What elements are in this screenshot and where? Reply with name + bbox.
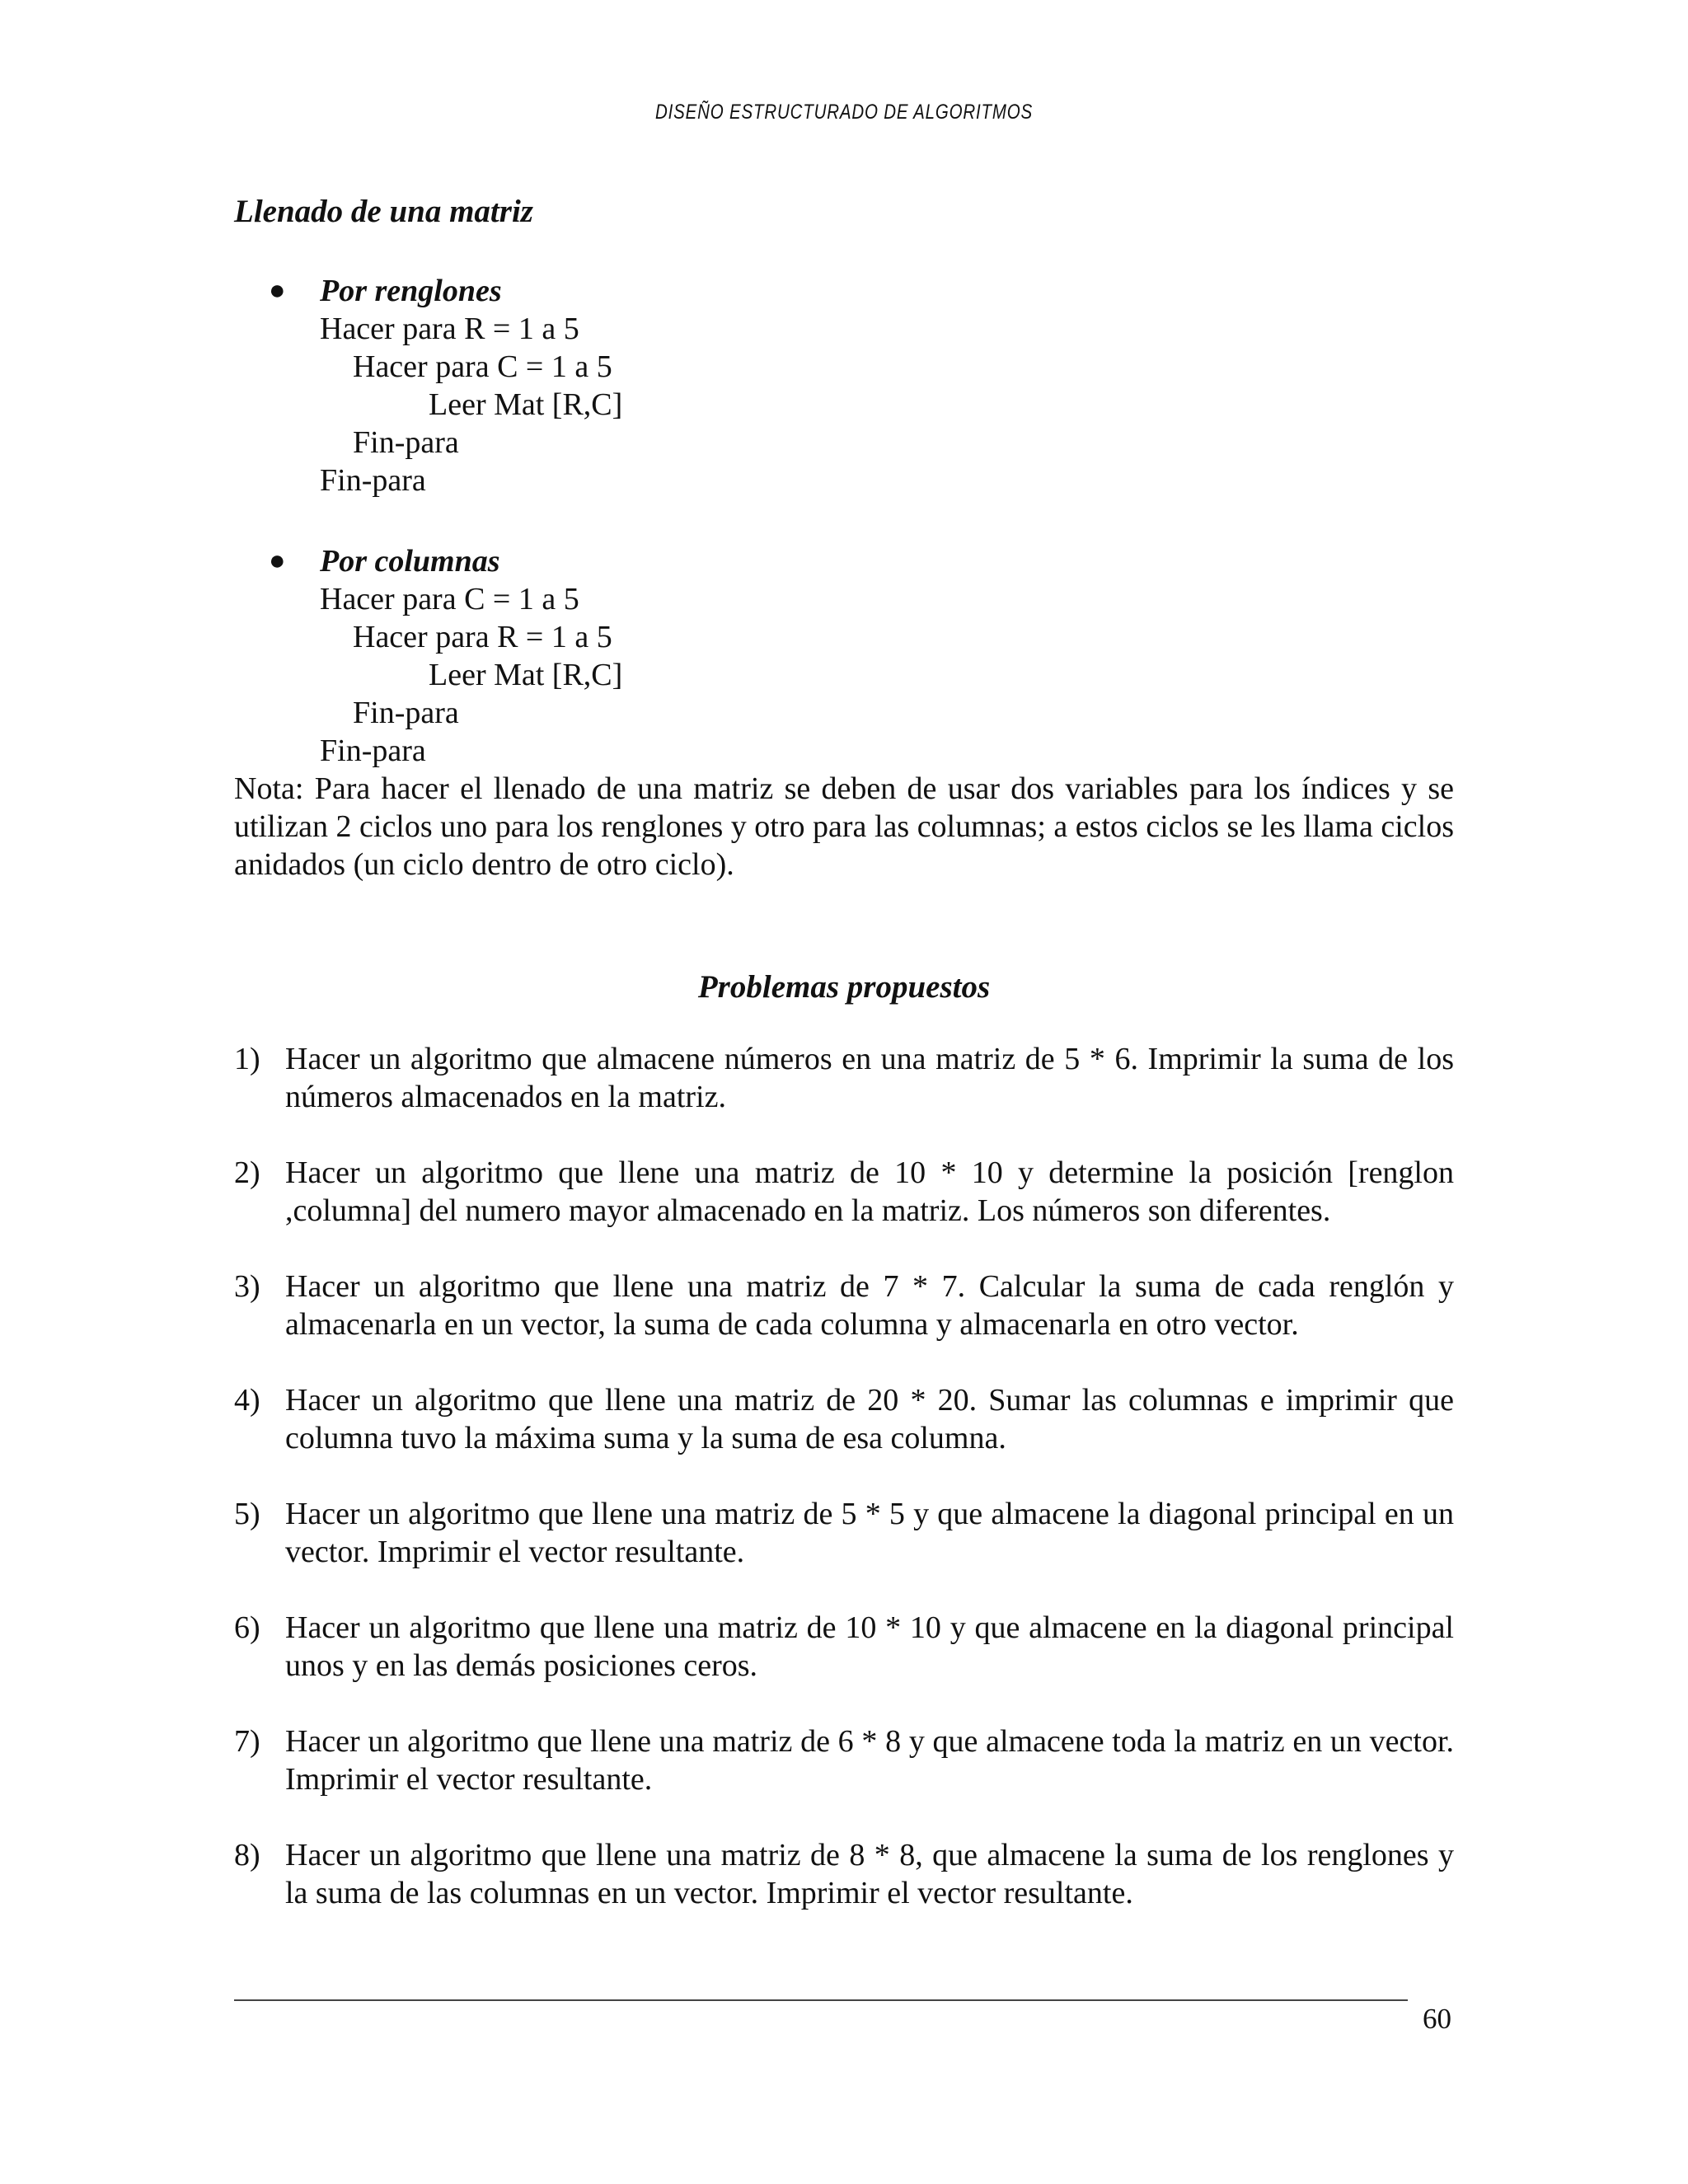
problem-text: Hacer un algoritmo que llene una matriz de 7 * 7. Calcular la suma de cada renglón y almacenarla en un vector, la suma de cada columna y almacenarla en otro vector. (285, 1269, 1454, 1342)
problem-number: 5) (234, 1497, 260, 1531)
problem-number: 6) (234, 1610, 260, 1645)
problem-text: Hacer un algoritmo que llene una matriz de 20 * 20. Sumar las columnas e imprimir que columna tuvo la máxima suma y la suma de esa columna. (285, 1383, 1454, 1455)
problem-text: Hacer un algoritmo que llene una matriz de 5 * 5 y que almacene la diagonal principal en un vector. Imprimir el vector resultante. (285, 1497, 1454, 1569)
bullet-title-cols: Por columnas (320, 544, 500, 579)
note-paragraph: Nota: Para hacer el llenado de una matriz se deben de usar dos variables para los índices y se utilizan 2 ciclos uno para los renglones y otro para las columnas; a estos ciclos se les llama ciclos anidados (un ciclo dentro de otro ciclo). (234, 771, 1454, 882)
problem-item (234, 1495, 1454, 1571)
bullet-icon: ● (269, 275, 286, 306)
bullet-item-cols (234, 542, 1454, 580)
rows-fill-block (234, 272, 1454, 499)
problem-number: 7) (234, 1724, 260, 1759)
problems-title: Problemas propuestos (697, 969, 991, 1005)
code-line: Hacer para C = 1 a 5 (353, 349, 612, 384)
code-line: Leer Mat [R,C] (429, 658, 623, 692)
running-header: DISEÑO ESTRUCTURADO DE ALGORITMOS (655, 101, 1033, 124)
problem-text: Hacer un algoritmo que llene una matriz de 8 * 8, que almacene la suma de los renglones y la suma de las columnas en un vector. Imprimir el vector resultante. (285, 1838, 1454, 1910)
code-line: Fin-para (353, 696, 459, 730)
bullet-item-rows (234, 272, 1454, 310)
code-line: Hacer para R = 1 a 5 (353, 620, 612, 654)
bullet-icon: ● (269, 546, 286, 576)
cols-fill-block (234, 542, 1454, 883)
problem-item (234, 1154, 1454, 1230)
problem-number: 8) (234, 1838, 260, 1872)
code-line: Fin-para (353, 425, 459, 460)
code-line: Leer Mat [R,C] (429, 387, 623, 422)
problems-list (234, 1040, 1454, 1950)
code-line: Hacer para R = 1 a 5 (320, 312, 579, 346)
page-number: 60 (1423, 2003, 1451, 2035)
problem-text: Hacer un algoritmo que llene una matriz de 6 * 8 y que almacene toda la matriz en un vector. Imprimir el vector resultante. (285, 1724, 1454, 1797)
code-line: Fin-para (320, 463, 426, 498)
problem-text: Hacer un algoritmo que llene una matriz de 10 * 10 y que almacene en la diagonal principal unos y en las demás posiciones ceros. (285, 1610, 1454, 1683)
problem-item (234, 1268, 1454, 1343)
problem-text: Hacer un algoritmo que llene una matriz de 10 * 10 y determine la posición [renglon ,columna] del numero mayor almacenado en la matriz. Los números son diferentes. (285, 1155, 1454, 1228)
problem-item (234, 1836, 1454, 1912)
problem-item (234, 1040, 1454, 1116)
problem-number: 4) (234, 1383, 260, 1418)
problem-item (234, 1381, 1454, 1457)
code-line: Fin-para (320, 733, 426, 768)
problem-number: 1) (234, 1042, 260, 1076)
footer-divider (234, 1999, 1408, 2001)
problem-number: 3) (234, 1269, 260, 1304)
bullet-title-rows: Por renglones (320, 274, 502, 308)
problem-item (234, 1609, 1454, 1685)
code-line: Hacer para C = 1 a 5 (320, 582, 579, 616)
problem-number: 2) (234, 1155, 260, 1190)
problem-text: Hacer un algoritmo que almacene números en una matriz de 5 * 6. Imprimir la suma de los números almacenados en la matriz. (285, 1042, 1454, 1114)
section-title: Llenado de una matriz (234, 194, 533, 229)
problem-item (234, 1722, 1454, 1798)
